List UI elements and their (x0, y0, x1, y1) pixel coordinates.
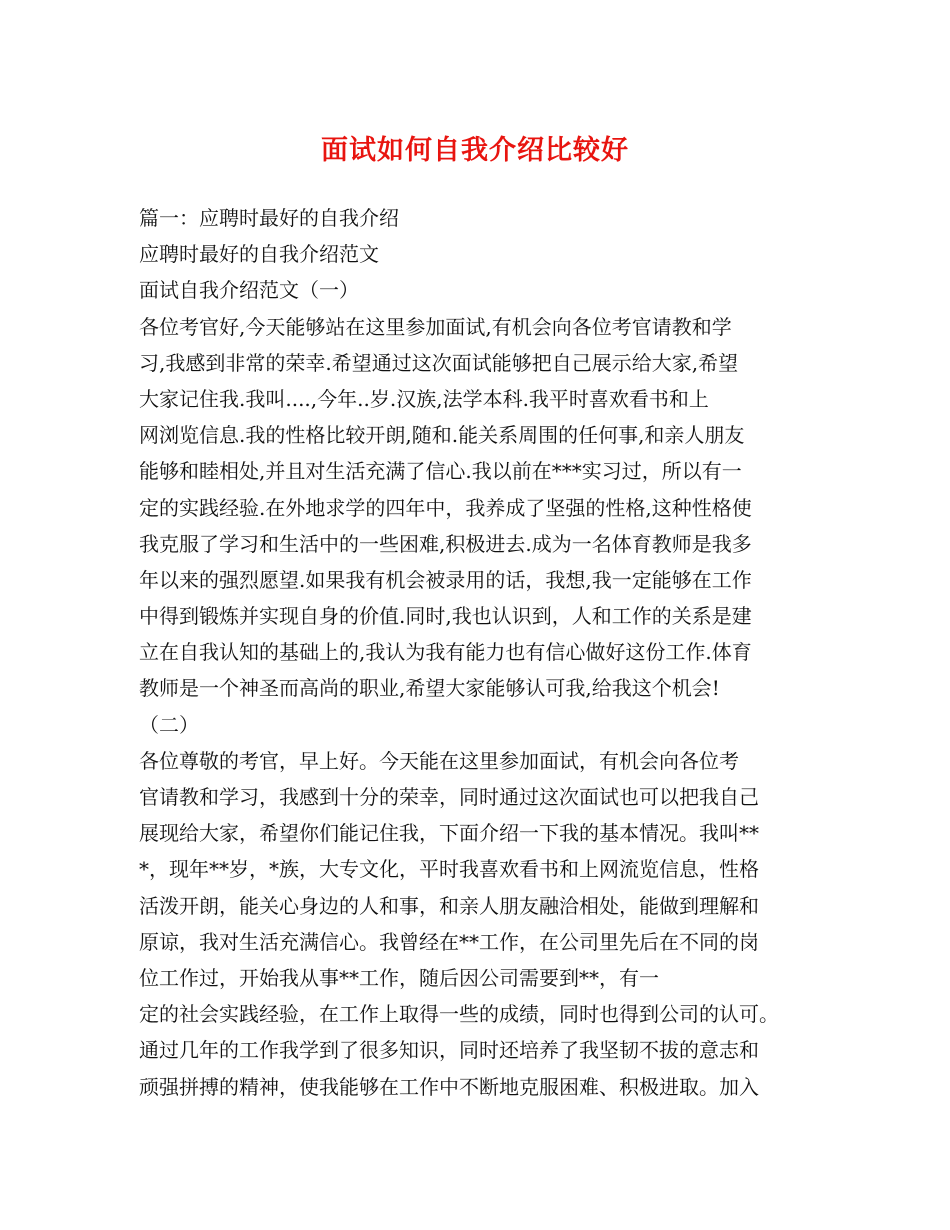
text-line: 原谅，我对生活充满信心。我曾经在**工作，在公司里先后在不同的岗 (139, 929, 759, 954)
text-line: 通过几年的工作我学到了很多知识，同时还培养了我坚韧不拔的意志和 (139, 1038, 759, 1063)
text-line: （二） (139, 712, 199, 737)
text-line: 篇一：应聘时最好的自我介绍 (139, 206, 399, 230)
text-line: 中得到锻炼并实现自身的价值.同时,我也认识到，人和工作的关系是建 (139, 604, 752, 629)
text-line: 面试自我介绍范文（一） (139, 278, 359, 303)
text-line: 定的社会实践经验，在工作上取得一些的成绩，同时也得到公司的认可。 (139, 1002, 779, 1027)
text-line: 位工作过，开始我从事**工作，随后因公司需要到**，有一 (139, 965, 659, 990)
text-line: 活泼开朗，能关心身边的人和事，和亲人朋友融洽相处，能做到理解和 (139, 893, 759, 918)
text-line: 顽强拼搏的精神，使我能够在工作中不断地克服困难、积极进取。加入 (139, 1074, 759, 1099)
text-line: 官请教和学习，我感到十分的荣幸，同时通过这次面试也可以把我自己 (139, 785, 759, 809)
text-line: 能够和睦相处,并且对生活充满了信心.我以前在***实习过，所以有一 (139, 459, 742, 484)
document-body (139, 200, 839, 1105)
text-line: 习,我感到非常的荣幸.希望通过这次面试能够把自己展示给大家,希望 (139, 350, 739, 375)
text-line: 我克服了学习和生活中的一些困难,积极进去.成为一名体育教师是我多 (139, 531, 752, 556)
text-line: 应聘时最好的自我介绍范文 (139, 242, 379, 267)
text-line: 各位尊敬的考官，早上好。今天能在这里参加面试，有机会向各位考 (139, 748, 739, 773)
text-line: 立在自我认知的基础上的,我认为我有能力也有信心做好这份工作.体育 (139, 640, 752, 665)
document-title: 面试如何自我介绍比较好 (321, 135, 629, 166)
text-line: 各位考官好,今天能够站在这里参加面试,有机会向各位考官请教和学 (139, 314, 732, 339)
text-line: 大家记住我.我叫....,今年..岁.汉族,法学本科.我平时喜欢看书和上 (139, 386, 709, 411)
text-line: *，现年**岁，*族，大专文化，平时我喜欢看书和上网流览信息，性格 (139, 857, 759, 882)
text-line: 教师是一个神圣而高尚的职业,希望大家能够认可我,给我这个机会! (139, 676, 720, 701)
text-line: 展现给大家，希望你们能记住我，下面介绍一下我的基本情况。我叫** (139, 821, 759, 846)
text-line: 年以来的强烈愿望.如果我有机会被录用的话，我想,我一定能够在工作 (139, 567, 752, 592)
text-line: 网浏览信息.我的性格比较开朗,随和.能关系周围的任何事,和亲人朋友 (139, 423, 745, 448)
text-line: 定的实践经验.在外地求学的四年中，我养成了坚强的性格,这种性格使 (139, 495, 752, 520)
